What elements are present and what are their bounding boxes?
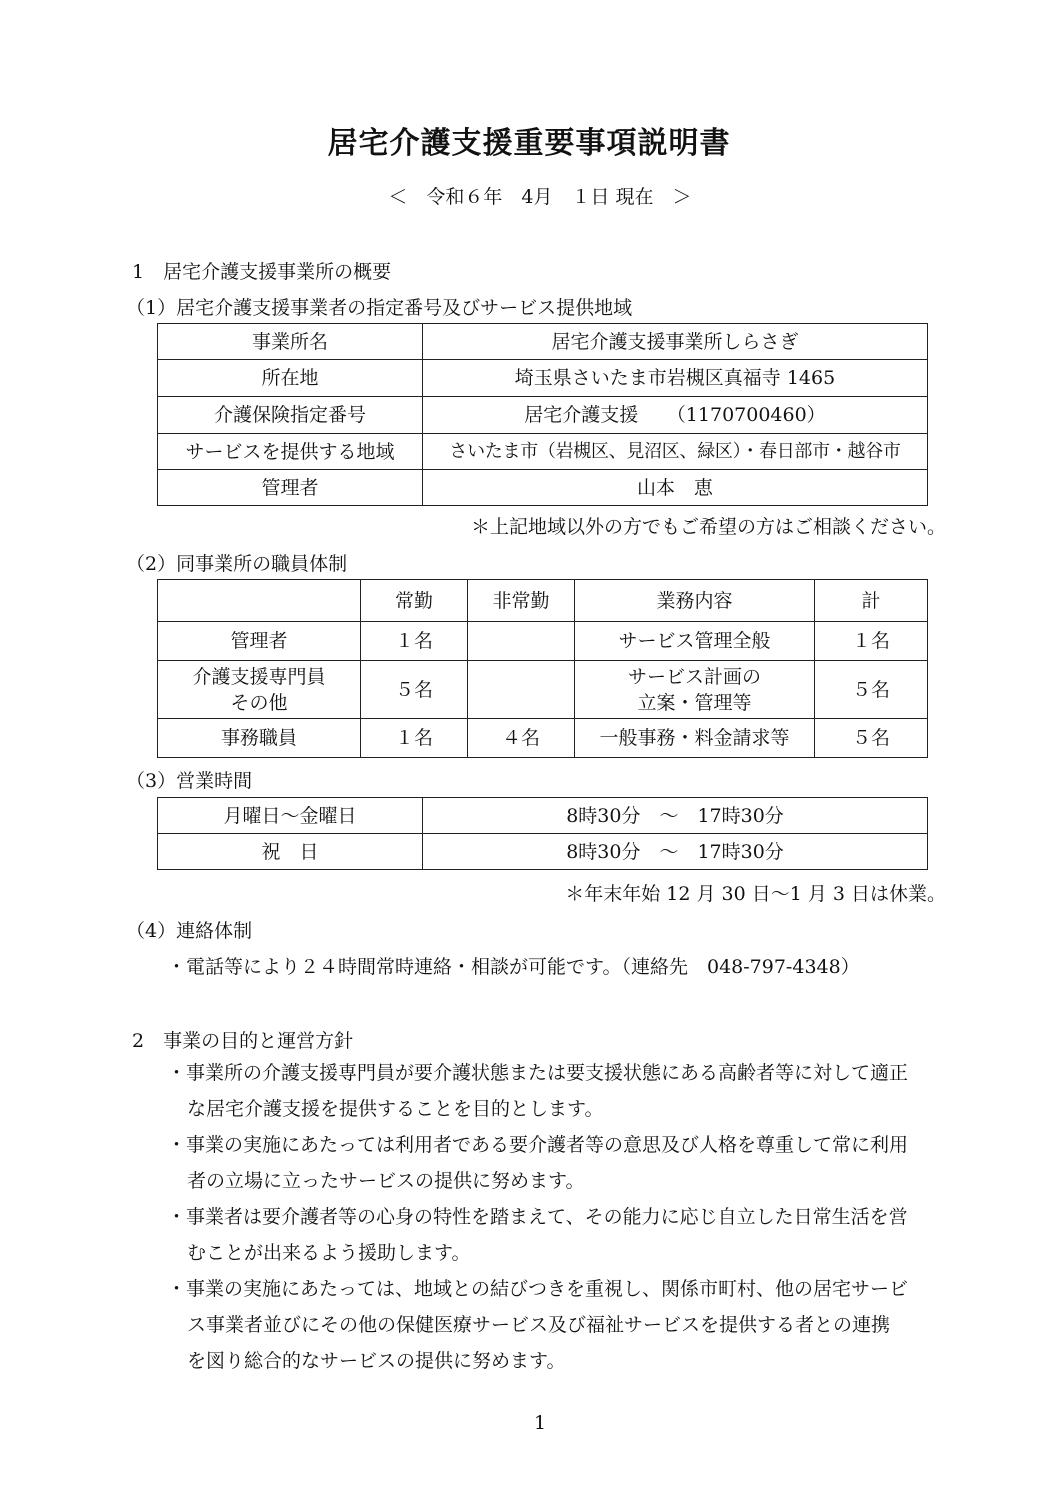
designation-number-value: 居宅介護支援 （1170700460） — [423, 397, 928, 434]
table-row — [158, 360, 928, 397]
office-info-table — [157, 323, 928, 506]
section2-heading: 2 事業の目的と運営方針 — [132, 1030, 354, 1052]
header-role — [158, 580, 361, 622]
parttime-count: ４名 — [468, 719, 575, 758]
duties: 一般事務・料金請求等 — [575, 719, 815, 758]
table-row — [158, 324, 928, 360]
document-title: 居宅介護支援重要事項説明書 — [327, 126, 731, 161]
date-line: ＜ 令和６年 4月 １日 現在 ＞ — [388, 186, 692, 208]
service-area-note: ＊上記地域以外の方でもご希望の方はご相談ください。 — [470, 516, 946, 538]
parttime-count — [468, 622, 575, 661]
holiday-hours: 8時30分 ～ 17時30分 — [423, 834, 928, 870]
business-hours-table — [157, 797, 928, 870]
bullet-line: ス事業者並びにその他の保健医療サービス及び福祉サービスを提供する者との連携 — [187, 1314, 891, 1336]
list-item — [167, 1199, 957, 1271]
total-count: １名 — [815, 622, 928, 661]
holiday-note: ＊年末年始 12 月 30 日～1 月 3 日は休業。 — [565, 883, 946, 905]
role-care-manager: 介護支援専門員 その他 — [158, 661, 361, 719]
bullet-line: 者の立場に立ったサービスの提供に努めます。 — [187, 1170, 585, 1192]
weekday-label: 月曜日～金曜日 — [158, 798, 423, 834]
page-number: 1 — [533, 1412, 547, 1434]
fulltime-count: １名 — [361, 719, 468, 758]
table-row — [158, 397, 928, 434]
total-count: ５名 — [815, 661, 928, 719]
parttime-count — [468, 661, 575, 719]
staff-table — [157, 579, 928, 758]
duties: サービス管理全般 — [575, 622, 815, 661]
office-name-value: 居宅介護支援事業所しらさぎ — [423, 324, 928, 360]
section2-bullets — [167, 1055, 957, 1379]
sub3-heading: （3）営業時間 — [126, 770, 253, 792]
weekday-hours: 8時30分 ～ 17時30分 — [423, 798, 928, 834]
role-manager: 管理者 — [158, 622, 361, 661]
table-header-row — [158, 580, 928, 622]
table-row — [158, 798, 928, 834]
holiday-label: 祝 日 — [158, 834, 423, 870]
table-row — [158, 622, 928, 661]
address-label: 所在地 — [158, 360, 423, 397]
table-row — [158, 470, 928, 506]
list-item — [167, 1055, 957, 1127]
sub4-heading: （4）連絡体制 — [126, 920, 253, 942]
manager-value: 山本 恵 — [423, 470, 928, 506]
fulltime-count: ５名 — [361, 661, 468, 719]
bullet-line: ・事業の実施にあたっては利用者である要介護者等の意思及び人格を尊重して常に利用 — [167, 1134, 909, 1156]
bullet-line: ・事業所の介護支援専門員が要介護状態または要支援状態にある高齢者等に対して適正 — [167, 1062, 909, 1084]
role-office-staff: 事務職員 — [158, 719, 361, 758]
sub1-heading: （1）居宅介護支援事業者の指定番号及びサービス提供地域 — [126, 297, 633, 319]
designation-number-label: 介護保険指定番号 — [158, 397, 423, 434]
service-area-label: サービスを提供する地域 — [158, 434, 423, 470]
contact-text: ・電話等により２４時間常時連絡・相談が可能です。（連絡先 048-797-4348） — [167, 956, 860, 978]
table-row — [158, 719, 928, 758]
office-name-label: 事業所名 — [158, 324, 423, 360]
bullet-line: ・事業者は要介護者等の心身の特性を踏まえて、その能力に応じ自立した日常生活を営 — [167, 1206, 908, 1228]
list-item — [167, 1127, 957, 1199]
table-row — [158, 434, 928, 470]
bullet-line: ・事業の実施にあたっては、地域との結びつきを重視し、関係市町村、他の居宅サービ — [167, 1278, 909, 1300]
header-fulltime: 常勤 — [361, 580, 468, 622]
bullet-line: を図り総合的なサービスの提供に努めます。 — [187, 1350, 566, 1372]
header-parttime: 非常勤 — [468, 580, 575, 622]
table-row — [158, 834, 928, 870]
table-row — [158, 661, 928, 719]
list-item — [167, 1271, 957, 1379]
bullet-line: な居宅介護支援を提供することを目的とします。 — [187, 1098, 604, 1120]
header-duties: 業務内容 — [575, 580, 815, 622]
manager-label: 管理者 — [158, 470, 423, 506]
fulltime-count: １名 — [361, 622, 468, 661]
bullet-line: むことが出来るよう援助します。 — [187, 1242, 471, 1264]
total-count: ５名 — [815, 719, 928, 758]
sub2-heading: （2）同事業所の職員体制 — [126, 553, 348, 575]
address-value: 埼玉県さいたま市岩槻区真福寺 1465 — [423, 360, 928, 397]
section1-heading: 1 居宅介護支援事業所の概要 — [132, 261, 392, 283]
service-area-value: さいたま市（岩槻区、見沼区、緑区）・春日部市・越谷市 — [423, 434, 928, 470]
duties: サービス計画の 立案・管理等 — [575, 661, 815, 719]
header-total: 計 — [815, 580, 928, 622]
